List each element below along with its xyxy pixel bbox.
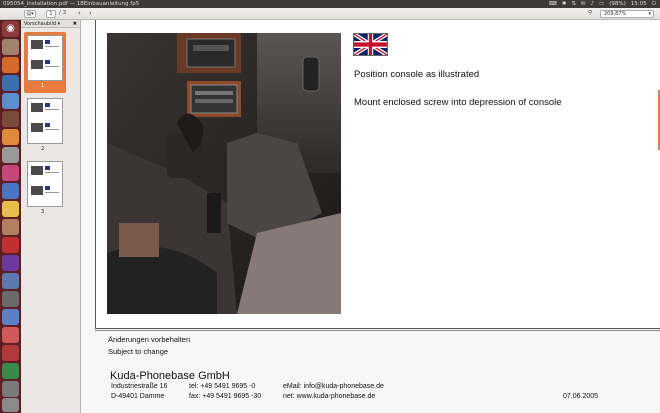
media-app-icon[interactable] [2,255,19,271]
notice-german: Änderungen vorbehalten [108,335,191,344]
writer-icon[interactable] [2,75,19,91]
chevron-down-icon: ▾ [57,21,61,27]
page-thumbnail[interactable] [27,35,63,81]
italic-app-icon[interactable] [2,309,19,325]
zoom-icon: ⚲ [588,10,593,16]
battery-percent: (98%) [609,1,626,7]
document-date: 07.06.2005 [563,393,599,400]
system-monitor-icon[interactable] [2,363,19,379]
panel-title: Vorschaubild [24,21,57,27]
company-phone: tel: +49 5491 9695 -0 [189,383,256,390]
page-number-field[interactable]: 1 [46,10,56,18]
power-icon[interactable]: ⏻ [651,1,656,7]
sidebar-toggle-button[interactable]: ▤▾ [24,10,36,18]
trash-icon[interactable] [2,398,19,412]
window-title: 095054_installation.pdf — 18Einbauanleitung.fp5 [3,1,140,7]
shape-app-icon[interactable] [2,273,19,289]
company-city: D-49401 Damme [111,393,165,400]
page-label: 2 [41,146,45,152]
page-total: / 3 [59,10,67,16]
notice-english: Subject to change [108,347,169,356]
system-tray [549,0,656,8]
files-drawer-icon[interactable] [2,219,19,235]
uk-flag-icon [353,33,388,56]
panel-selector[interactable] [24,20,60,28]
page-label: 1 [41,83,45,89]
clock[interactable]: 15:05 [630,1,647,7]
drive-icon[interactable] [2,381,19,397]
close-icon[interactable]: ✖ [72,21,77,27]
page-shadow-line [95,330,660,331]
top-panel [0,0,660,8]
dash-home-icon[interactable]: ◉ [2,21,19,37]
instruction-text-2: Mount enclosed screw into depression of console [354,97,562,108]
record-app-icon[interactable] [2,237,19,253]
page-label: 3 [41,209,45,215]
browser-icon[interactable] [2,57,19,73]
battery-icon[interactable]: ▭ [599,1,605,7]
software-center-icon[interactable] [2,111,19,127]
toolbar [0,8,660,20]
network-icon[interactable]: ⇅ [571,1,576,7]
page-thumbnail[interactable] [27,161,63,207]
files-icon[interactable] [2,39,19,55]
next-page-icon[interactable]: › [89,9,92,17]
document-viewer-icon[interactable] [2,345,19,361]
flower-app-icon[interactable] [2,165,19,181]
company-name: Kuda-Phonebase GmbH [110,370,230,382]
amazon-icon[interactable] [2,129,19,145]
page-thumbnail[interactable] [27,98,63,144]
launcher [0,20,21,413]
company-website: net: www.kuda-phonebase.de [283,393,376,400]
zoom-value: 209,87% [604,11,627,17]
company-email: eMail: info@kuda-phonebase.de [283,383,384,390]
pencil-app-icon[interactable] [2,201,19,217]
terminal-icon[interactable] [2,291,19,307]
keyboard-icon[interactable]: ⌨ [548,1,557,7]
settings-icon[interactable] [2,147,19,163]
company-fax: fax: +49 5491 9695 -30 [189,393,262,400]
zoom-select[interactable] [600,10,654,18]
previous-page-icon[interactable]: ‹ [78,9,81,17]
thumbnail-panel [21,20,81,413]
drop-app-icon[interactable] [2,183,19,199]
bluetooth-icon[interactable]: ✱ [561,1,567,7]
company-street: Industriestraße 16 [111,383,168,390]
chevron-down-icon: ▾ [648,11,651,17]
sync-app-icon[interactable] [2,327,19,343]
volume-icon[interactable]: ♪ [590,1,595,7]
mail-icon[interactable]: ✉ [580,1,586,7]
console-photo [107,33,341,314]
instruction-text-1: Position console as illustrated [354,69,480,80]
chat-icon[interactable] [2,93,19,109]
thumbnail-panel-header [21,20,80,28]
